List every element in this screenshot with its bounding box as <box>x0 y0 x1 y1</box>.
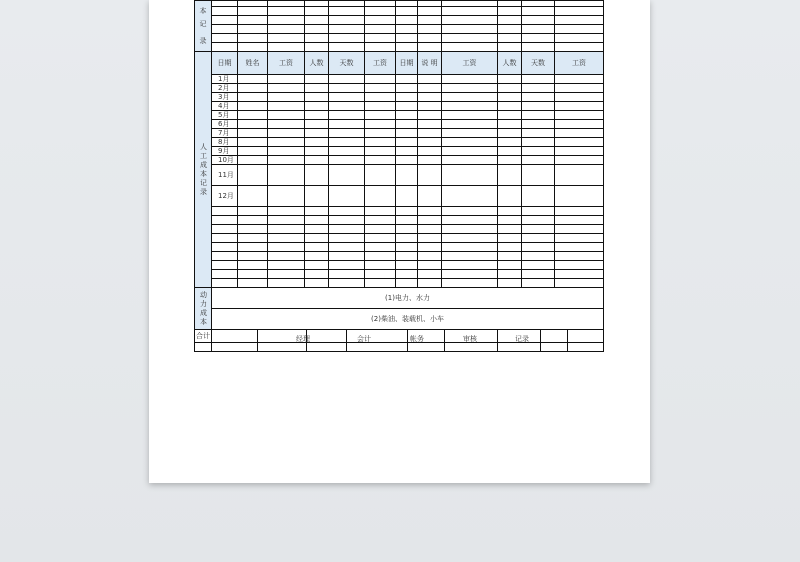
month-cell: 9月 <box>212 147 238 156</box>
header-cell: 姓名 <box>238 52 268 75</box>
month-row <box>195 93 604 102</box>
header-cell: 工资 <box>442 52 498 75</box>
cost-table <box>194 0 604 330</box>
labor-section-label: 人工成本记录 <box>195 52 212 288</box>
month-cell: 5月 <box>212 111 238 120</box>
total-label: 合计 <box>195 330 212 343</box>
signature-line <box>149 334 650 344</box>
month-row <box>195 102 604 111</box>
month-cell: 12月 <box>212 186 238 207</box>
power-row-text: (2)柴油、装载机、小车 <box>212 309 604 330</box>
month-row <box>195 129 604 138</box>
month-cell: 4月 <box>212 102 238 111</box>
month-row <box>195 84 604 93</box>
signature-recorder: 记录 <box>515 335 529 343</box>
month-row <box>195 186 604 207</box>
month-row <box>195 75 604 84</box>
header-cell: 工资 <box>365 52 396 75</box>
month-cell: 8月 <box>212 138 238 147</box>
power-row-text: (1)电力、水力 <box>212 288 604 309</box>
signature-reviewer: 审核 <box>463 335 477 343</box>
record-label-char: 本 <box>199 6 207 15</box>
header-cell: 天数 <box>522 52 555 75</box>
header-cell: 人数 <box>305 52 329 75</box>
month-cell: 3月 <box>212 93 238 102</box>
month-row <box>195 147 604 156</box>
month-row <box>195 120 604 129</box>
header-cell: 工资 <box>268 52 305 75</box>
month-cell: 7月 <box>212 129 238 138</box>
power-row <box>195 288 604 309</box>
header-cell: 日期 <box>396 52 418 75</box>
record-label-char: 记 <box>199 19 207 28</box>
month-cell: 1月 <box>212 75 238 84</box>
header-cell: 说 明 <box>418 52 442 75</box>
month-cell: 11月 <box>212 165 238 186</box>
cost-record-sheet <box>194 0 604 352</box>
month-row <box>195 165 604 186</box>
document-page <box>149 0 650 483</box>
record-label-char: 录 <box>199 36 207 45</box>
record-section-label <box>195 1 212 52</box>
signature-accountant: 会计 <box>357 335 371 343</box>
month-cell: 10月 <box>212 156 238 165</box>
month-cell: 6月 <box>212 120 238 129</box>
month-row <box>195 111 604 120</box>
month-cell: 2月 <box>212 84 238 93</box>
month-row <box>195 156 604 165</box>
signature-manager: 经理 <box>296 335 310 343</box>
power-row <box>195 309 604 330</box>
month-row <box>195 138 604 147</box>
header-cell: 天数 <box>329 52 365 75</box>
header-cell: 人数 <box>498 52 522 75</box>
labor-header-row <box>195 52 604 75</box>
header-cell: 日期 <box>212 52 238 75</box>
header-cell: 工资 <box>555 52 604 75</box>
power-section-label: 动力成本 <box>195 288 212 330</box>
signature-bookkeeping: 帐务 <box>410 335 424 343</box>
